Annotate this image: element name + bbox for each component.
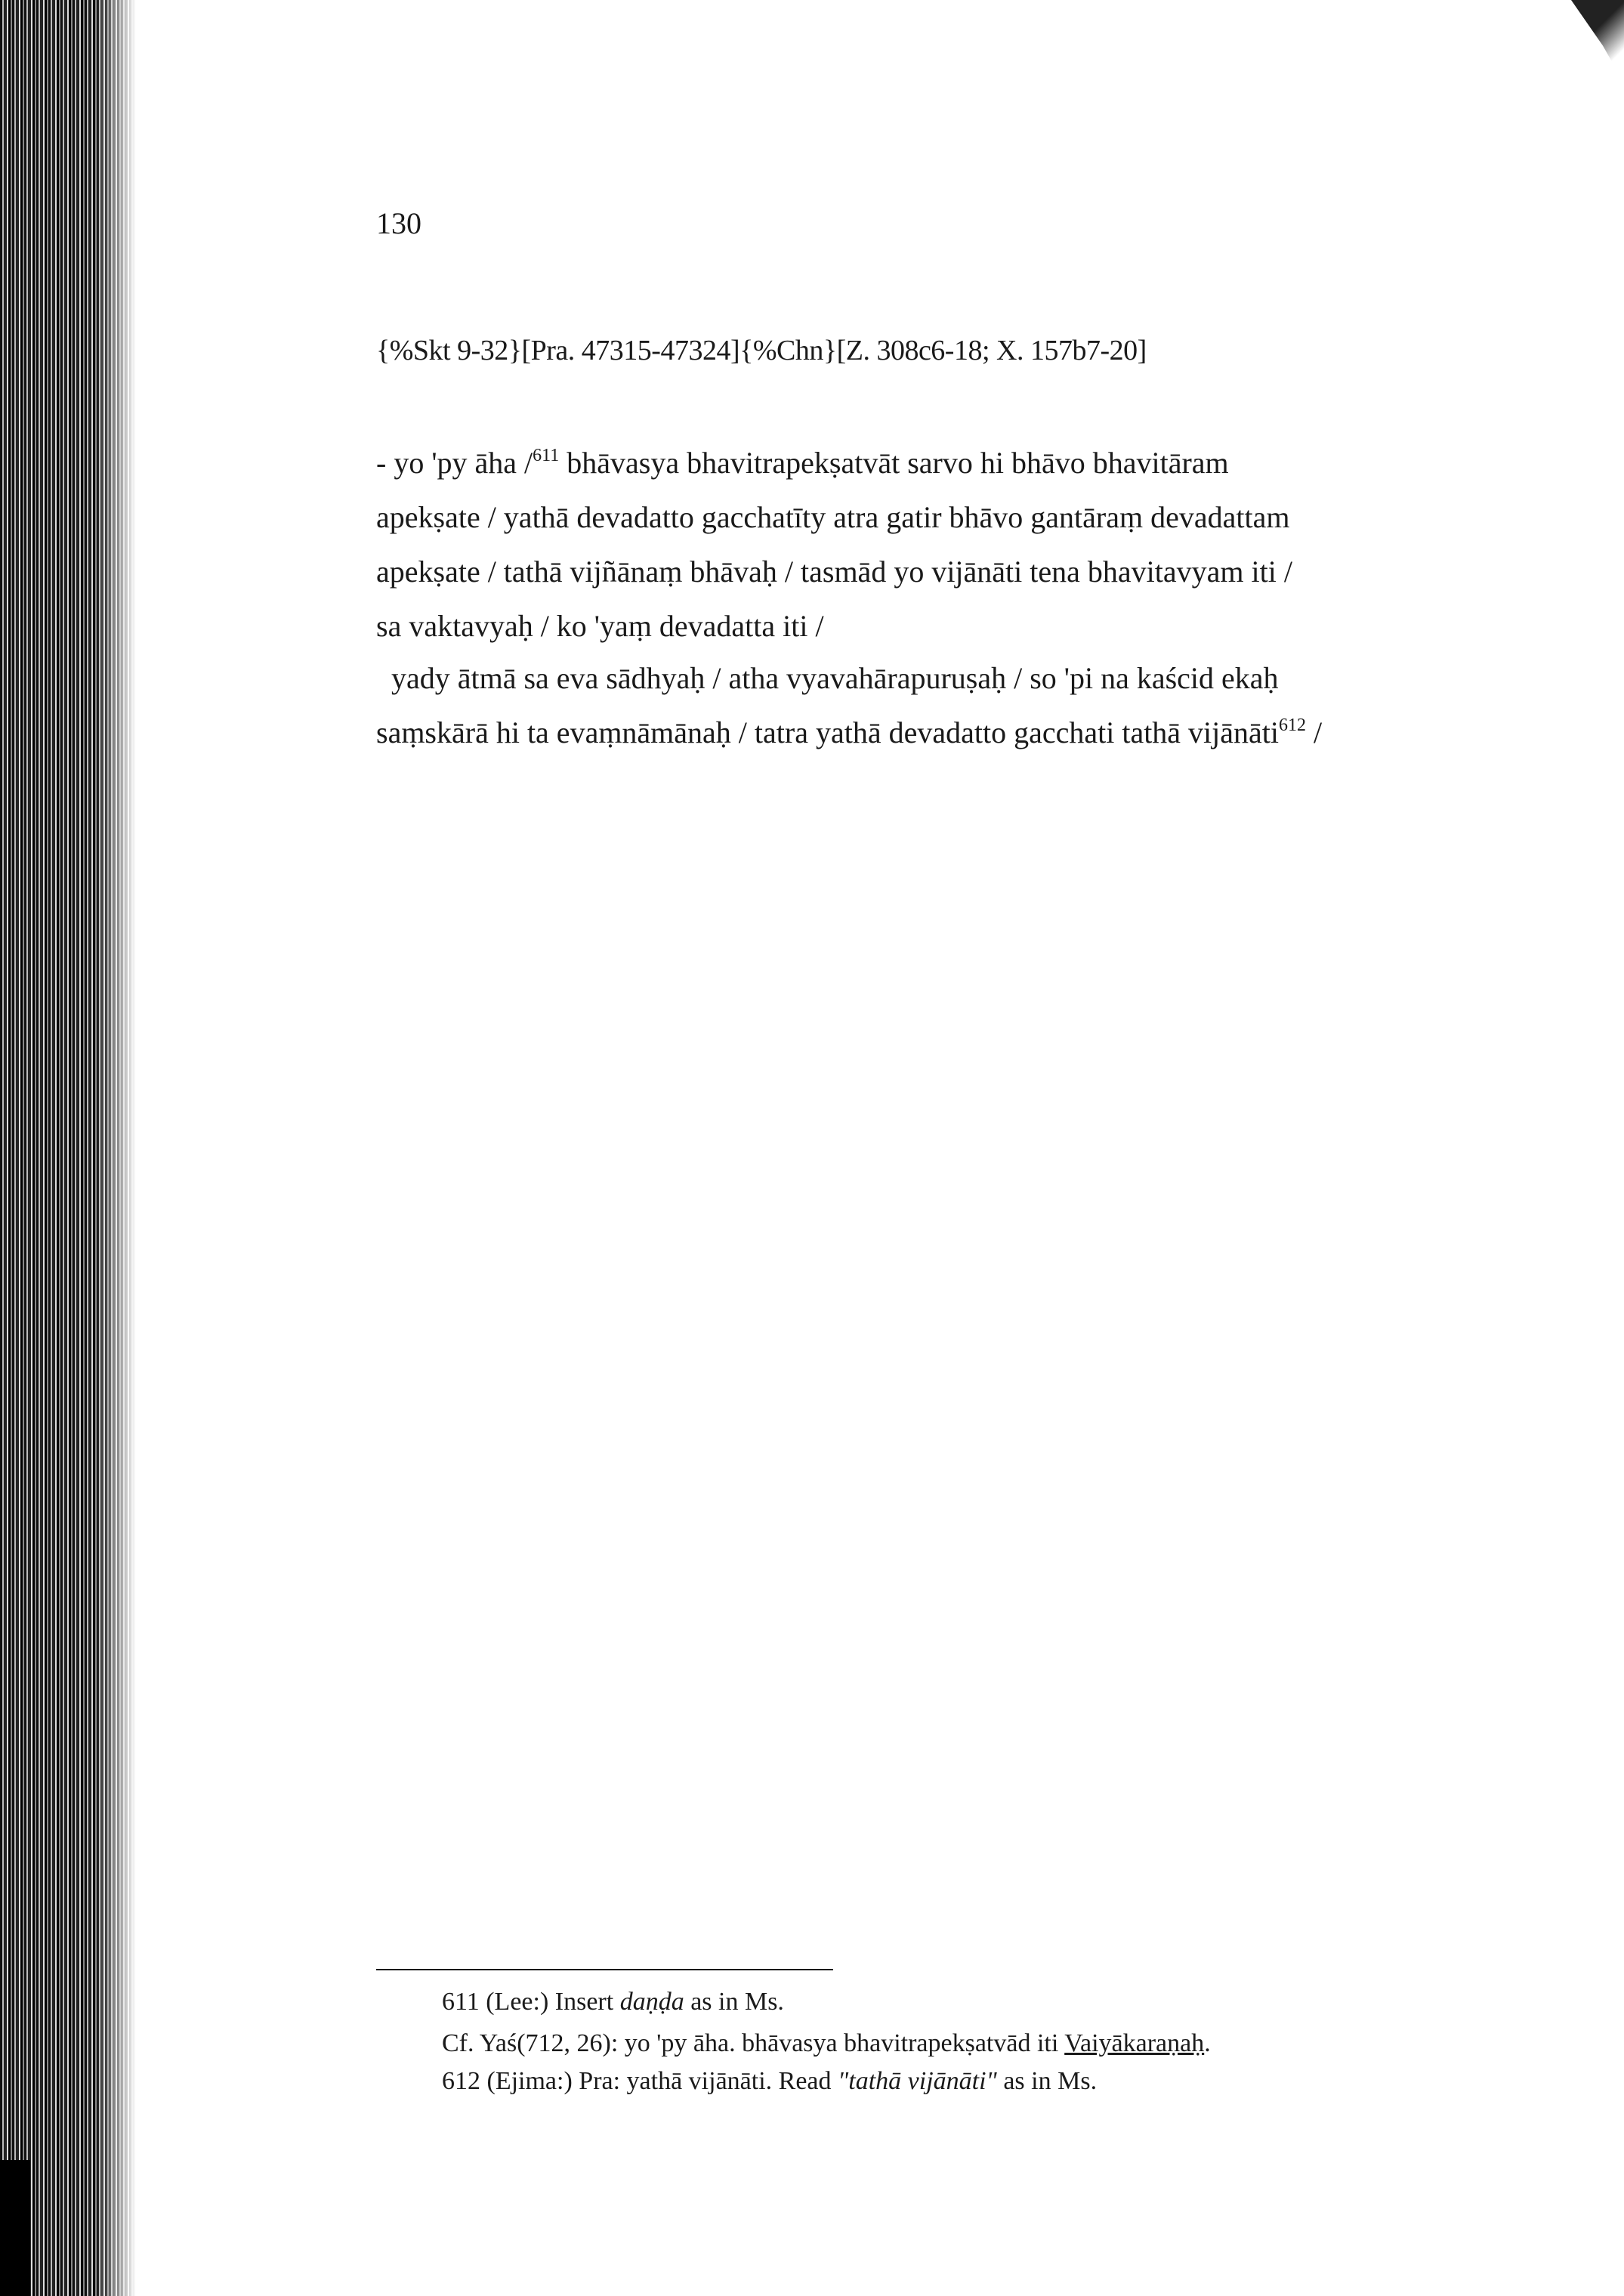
p2-line2-a: saṃskārā hi ta evaṃnāmānaḥ / tatra yathā devadatto gacchati tathā vijānāti	[376, 715, 1280, 749]
p1-line1-a: - yo 'py āha /	[376, 446, 533, 480]
paragraph-1	[376, 436, 1494, 654]
fn612-text-a: 612 (Ejima:) Pra: yathā vijānāti. Read	[442, 2067, 838, 2095]
fn612-italic: "tathā vijānāti"	[838, 2067, 997, 2095]
fn611-cf-text-b: .	[1204, 2029, 1211, 2057]
paragraph-2	[376, 651, 1494, 760]
fn611-text-b: as in Ms.	[684, 1988, 784, 2016]
p1-line1-b: bhāvasya bhavitrapekṣatvāt sarvo hi bhāvo bhavitāram	[559, 446, 1229, 480]
footnote-611	[442, 1988, 784, 2016]
footnote-ref-611[interactable]: 611	[533, 446, 560, 465]
p2-line1: yady ātmā sa eva sādhyaḥ / atha vyavahārapuruṣaḥ / so 'pi na kaścid ekaḥ	[376, 661, 1279, 695]
fn611-text-a: 611 (Lee:) Insert	[442, 1988, 620, 2016]
footnote-612	[442, 2067, 1097, 2096]
p1-line2: apekṣate / yathā devadatto gacchatīty atra gatir bhāvo gantāraṃ devadattam	[376, 500, 1290, 534]
scan-binding-edge	[0, 0, 136, 2296]
p1-line4: sa vaktavyaḥ / ko 'yaṃ devadatta iti /	[376, 609, 824, 643]
fn611-cf-text-a: Cf. Yaś(712, 26): yo 'py āha. bhāvasya bhavitrapekṣatvād iti	[442, 2029, 1065, 2057]
p1-line3: apekṣate / tathā vijñānaṃ bhāvaḥ / tasmād yo vijānāti tena bhavitavyam iti /	[376, 555, 1292, 589]
page-number: 130	[376, 206, 421, 240]
scan-corner-mark	[1571, 0, 1624, 83]
fn611-italic: daṇḍa	[619, 1988, 684, 2016]
footnote-divider	[376, 1969, 833, 1970]
p2-line2-b: /	[1306, 715, 1323, 749]
fn611-cf-underlined: Vaiyākaraṇaḥ	[1064, 2029, 1205, 2057]
source-reference: {%Skt 9-32}[Pra. 47315-47324]{%Chn}[Z. 308c6-18; X. 157b7-20]	[376, 335, 1147, 366]
footnote-611-cf	[442, 2029, 1211, 2058]
fn612-text-b: as in Ms.	[996, 2067, 1098, 2095]
footnote-ref-612[interactable]: 612	[1279, 715, 1307, 735]
